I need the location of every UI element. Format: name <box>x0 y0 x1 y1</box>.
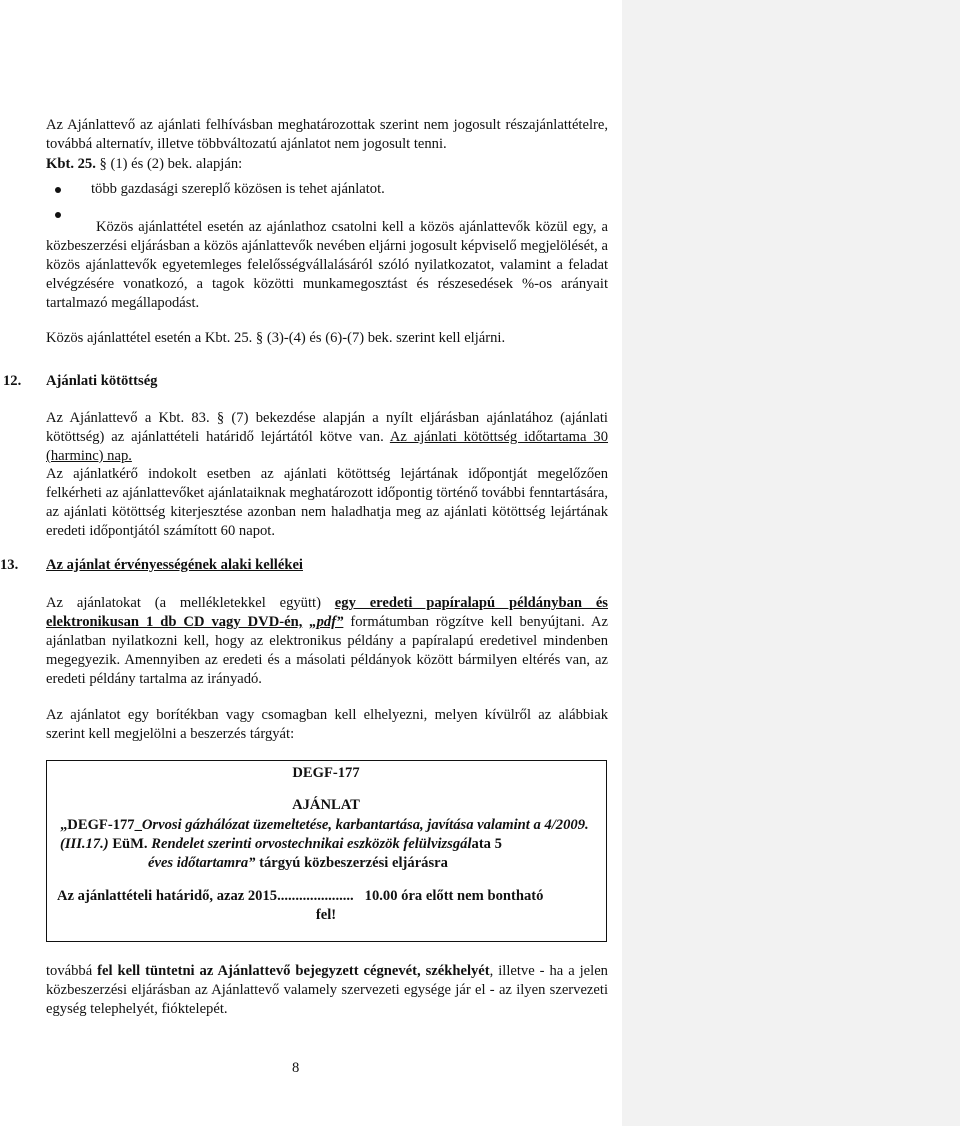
envelope-subject-italic: Orvosi gázhálózat üzemeltetése, karbantartása, javítása valamint a 4/2009. (III.17.) <box>60 817 589 852</box>
envelope-deadline <box>57 887 602 906</box>
section-12-para1-underlined: Az ajánlati kötöttség időtartama 30 (harminc) nap. <box>46 429 609 464</box>
closing-rest: , illetve - ha a jelen közbeszerzési eljárásban az Ajánlattevő valamely szervezeti egysége jár el - az ilyen szervezeti egység telephelyét, fióktelepét. <box>46 963 608 1017</box>
envelope-deadline-lead: Az ajánlattételi határidő, azaz 2015 <box>57 888 278 904</box>
right-sidebar-panel <box>622 0 960 1126</box>
kbt-reference-rest: § (1) és (2) bek. alapján: <box>99 156 243 172</box>
intro-paragraph: Az Ajánlattevő az ajánlati felhívásban meghatározottak szerint nem jogosult részajánlattételre, továbbá alternatív, illetve többváltozatú ajánlatot nem jogosult tenni. <box>46 117 608 152</box>
bullet-item-2: Közös ajánlattétel esetén az ajánlathoz csatolni kell a közös ajánlattevők közül egy, a közbeszerzési eljárásban a közös ajánlattevők nevében eljárni jogosult képviselő megjelölését, a közös ajánlattevők egyetemleges felelősségvállalásáról szóló nyilatkozatot, valamint a feladat elvégzésére vonatkozó, a tagok közötti munkamegosztást és részesedések %-os arányait tartalmazó megállapodást. <box>46 219 608 311</box>
envelope-label: AJÁNLAT <box>292 797 360 813</box>
envelope-label-box <box>46 760 607 942</box>
envelope-deadline-end: fel! <box>315 907 337 923</box>
section-12-title: Ajánlati kötöttség <box>46 373 158 389</box>
kbt-reference <box>46 155 242 174</box>
envelope-subject-start: „DEGF-177_ <box>60 817 142 833</box>
envelope-deadline-dots: ..................... <box>277 888 354 904</box>
joint-bid-rule: Közös ajánlattétel esetén a Kbt. 25. § (3)-(4) és (6)-(7) bek. szerint kell eljárni. <box>46 330 506 346</box>
envelope-subject-ata: ata 5 <box>471 836 502 852</box>
section-13-para1-tail: formátumban rögzítve kell benyújtani. Az ajánlatban nyilatkozni kell, hogy az elektronikus példány a papíralapú eredetivel mindenben megegyezik. Amennyiben az eredeti és a másolati példányok között bármilyen eltérés van, az eredeti példány tartalma az irányadó. <box>46 614 608 687</box>
envelope-deadline-tail: 10.00 óra előtt nem bontható <box>364 888 544 904</box>
section-13-paragraph-1 <box>46 594 608 689</box>
section-13-title: Az ajánlat érvényességének alaki kellékei <box>46 557 303 573</box>
kbt-reference-bold: Kbt. 25. <box>46 156 96 172</box>
section-13-para1-bold-underlined: egy eredeti papíralapú példányban és elektronikusan 1 db CD vagy DVD-én, <box>46 595 608 630</box>
section-12-paragraph-1 <box>46 409 608 466</box>
section-13-number: 13. <box>0 557 19 573</box>
closing-paragraph <box>46 962 608 1019</box>
envelope-code: DEGF-177 <box>292 765 360 781</box>
section-12-number: 12. <box>3 373 22 389</box>
bullet-dot-1 <box>55 187 61 193</box>
section-13-paragraph-2: Az ajánlatot egy borítékban vagy csomagban kell elhelyezni, melyen kívülről az alábbiak szerint kell megjelölni a beszerzés tárgyát: <box>46 707 608 742</box>
envelope-subject <box>60 816 595 873</box>
section-12-para1-plain: Az Ajánlattevő a Kbt. 83. § (7) bekezdése alapján a nyílt eljárásban ajánlatához (ajánlati kötöttség) az ajánlattételi határidő lejártától kötve van. <box>46 410 608 445</box>
envelope-subject-eum: EüM. <box>112 836 148 852</box>
closing-bold: fel kell tüntetni az Ajánlattevő bejegyzett cégnevét, székhelyét <box>97 963 490 979</box>
bullet-item-1: több gazdasági szereplő közösen is tehet ajánlatot. <box>91 181 385 197</box>
section-12-paragraph-2: Az ajánlatkérő indokolt esetben az ajánlati kötöttség lejártának időpontját megelőzően felkérheti az ajánlattevőket ajánlataiknak meghatározott időpontig történő további fenntartására, az ajánlati kötöttség kiterjesztése azonban nem haladhatja meg az ajánlati kötöttség lejártának eredeti időpontjától számított 60 napot. <box>46 466 608 539</box>
envelope-subject-italic-2: Rendelet szerinti orvostechnikai eszközök felülvizsgál <box>151 836 472 852</box>
envelope-subject-italic-3: éves időtartamra” <box>148 855 256 871</box>
section-13-para1-pdf: „pdf” <box>309 614 344 630</box>
envelope-subject-end: tárgyú közbeszerzési eljárásra <box>259 855 448 871</box>
page-number: 8 <box>292 1060 300 1076</box>
section-13-para1-lead: Az ajánlatokat (a mellékletekkel együtt) <box>46 595 321 611</box>
closing-lead: továbbá <box>46 963 93 979</box>
